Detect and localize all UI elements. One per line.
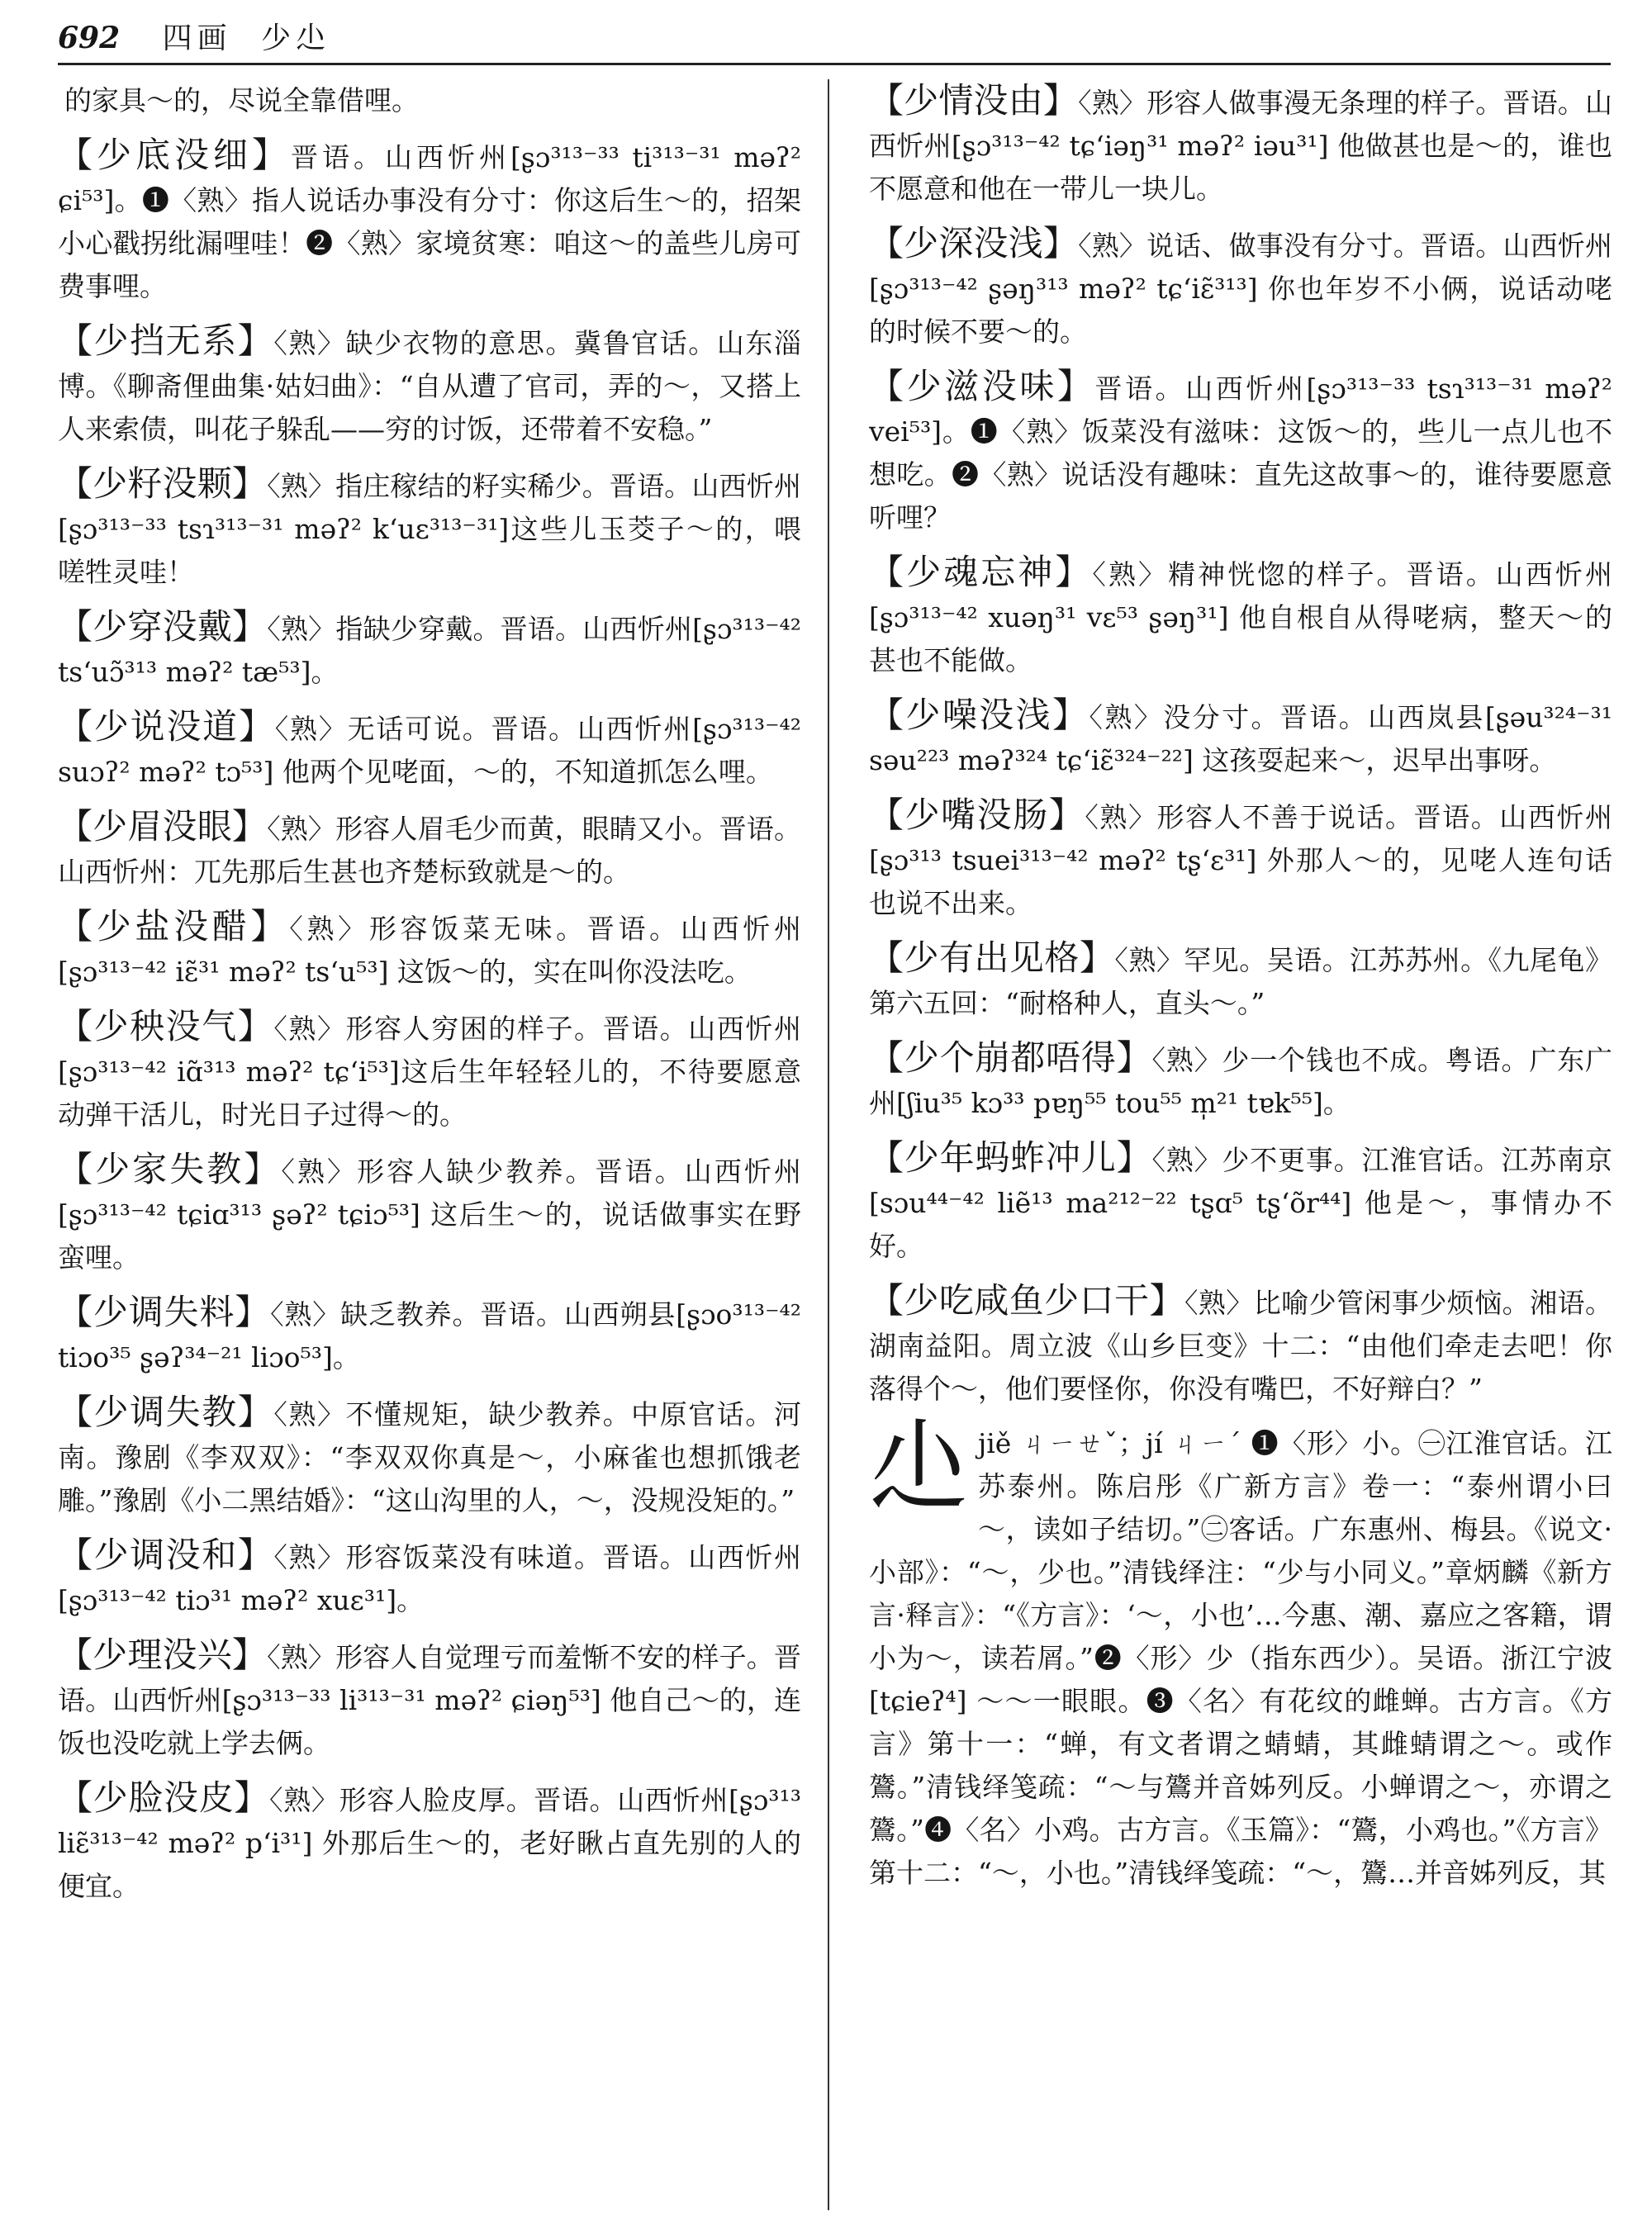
entry-headword: 【少深没浅】 bbox=[869, 223, 1079, 263]
entry-text: 〈熟〉缺少衣物的意思。冀鲁官话。山东淄博。《聊斋俚曲集·姑妇曲》：“自从遭了官司，弄的～，又搭上人来索债，叫花子躲乱——穷的讨饭，还带着不安稳。” bbox=[58, 327, 801, 445]
entry-text: 〈熟〉少不更事。江淮官话。江苏南京[sɔu⁴⁴⁻⁴² liẽ¹³ ma²¹²⁻²² tʂɑ⁵ tʂ‘õr⁴⁴] 他是～，事情办不好。 bbox=[869, 1144, 1612, 1262]
entry-headword: 【少理没兴】 bbox=[58, 1635, 268, 1675]
entry-text: 的家具～的，尽说全靠借哩。 bbox=[64, 84, 419, 116]
entry-headword: 【少眉没眼】 bbox=[58, 806, 268, 847]
dictionary-entry bbox=[869, 222, 1612, 353]
entry-text: 〈熟〉比喻少管闲事少烦恼。湘语。湖南益阳。周立波《山乡巨变》十二：“由他们牵走去吧！你落得个～，他们要怪你，你没有嘴巴，不好辩白？” bbox=[869, 1287, 1612, 1405]
entry-headword: 【少脸没皮】 bbox=[58, 1777, 270, 1818]
right-column bbox=[869, 79, 1612, 2210]
entry-headword: 【少穿没戴】 bbox=[58, 606, 268, 647]
entry-text: 〈熟〉形容饭菜无味。晋语。山西忻州[ʂɔ³¹³⁻⁴² iɛ̃³¹ məʔ² ts‘u⁵³] 这饭～的，实在叫你没法吃。 bbox=[58, 913, 801, 988]
entry-headword: 【少籽没颗】 bbox=[58, 463, 268, 504]
entry-headword: 【少调没和】 bbox=[58, 1535, 274, 1575]
entry-character: 尐 bbox=[869, 1411, 968, 1525]
dictionary-entry bbox=[58, 1291, 801, 1379]
left-column bbox=[58, 79, 801, 2210]
entry-headword: 【少噪没浅】 bbox=[869, 695, 1089, 735]
entry-text: 〈熟〉说话、做事没有分寸。晋语。山西忻州[ʂɔ³¹³⁻⁴² ʂəŋ³¹³ məʔ² tɕ‘iɛ̃³¹³] 你也年岁不小俩，说话动咾的时候不要～的。 bbox=[869, 230, 1612, 348]
dictionary-entry bbox=[58, 320, 801, 451]
dictionary-entry bbox=[58, 1777, 801, 1908]
entry-text: 〈熟〉形容饭菜没有味道。晋语。山西忻州[ʂɔ³¹³⁻⁴² tiɔ³¹ məʔ² xuɛ³¹]。 bbox=[58, 1541, 801, 1616]
dictionary-entry bbox=[869, 694, 1612, 782]
dictionary-entry bbox=[58, 134, 801, 308]
entry-text: 〈熟〉缺乏教养。晋语。山西朔县[ʂɔo³¹³⁻⁴² tiɔo³⁵ ʂəʔ³⁴⁻²¹ liɔo⁵³]。 bbox=[58, 1298, 801, 1374]
entry-text: 晋语。山西忻州[ʂɔ³¹³⁻³³ tsɿ³¹³⁻³¹ məʔ² vei⁵³]。❶〈熟〉饭菜没有滋味：这饭～的，些儿一点儿也不想吃。❷〈熟〉说话没有趣味：直先这故事～的，谁待要愿意听哩？ bbox=[869, 372, 1612, 534]
entry-text: 〈熟〉形容人脸皮厚。晋语。山西忻州[ʂɔ³¹³ liɛ̃³¹³⁻⁴² məʔ² p‘i³¹] 外那后生～的，老好瞅占直先别的人的便宜。 bbox=[58, 1784, 801, 1902]
dictionary-entry bbox=[869, 79, 1612, 211]
entry-headword: 【少嘴没肠】 bbox=[869, 795, 1085, 835]
entry-headword: 【少情没由】 bbox=[869, 80, 1079, 121]
entry-text: 〈熟〉指缺少穿戴。晋语。山西忻州[ʂɔ³¹³⁻⁴² ts‘uɔ̃³¹³ məʔ² tæ⁵³]。 bbox=[58, 613, 801, 688]
entry-headword: 【少家失教】 bbox=[58, 1149, 282, 1189]
dictionary-entry bbox=[58, 463, 801, 594]
entry-text: 〈熟〉精神恍惚的样子。晋语。山西忻州[ʂɔ³¹³⁻⁴² xuəŋ³¹ vɛ⁵³ ʂəŋ³¹] 他自根自从得咾病，整天～的甚也不能做。 bbox=[869, 558, 1612, 676]
entry-text: 〈熟〉指庄稼结的籽实稀少。晋语。山西忻州[ʂɔ³¹³⁻³³ tsɿ³¹³⁻³¹ məʔ² k‘uɛ³¹³⁻³¹]这些儿玉茭子～的，喂嗟牲灵哇！ bbox=[58, 470, 801, 588]
entry-headword: 【少年蚂蚱冲儿】 bbox=[869, 1137, 1152, 1178]
dictionary-entry bbox=[58, 705, 801, 794]
dictionary-entry bbox=[869, 794, 1612, 925]
entry-text: 〈熟〉无话可说。晋语。山西忻州[ʂɔ³¹³⁻⁴² suɔʔ² məʔ² tɔ⁵³] 他两个见咾面，～的，不知道抓怎么哩。 bbox=[58, 713, 801, 788]
entry-headword: 【少底没细】 bbox=[58, 135, 292, 175]
header-rule bbox=[58, 63, 1611, 65]
dictionary-entry bbox=[58, 1391, 801, 1522]
dictionary-entry bbox=[58, 905, 801, 994]
dictionary-entry bbox=[869, 1037, 1612, 1125]
entry-text: 〈熟〉没分寸。晋语。山西岚县[ʂəu³²⁴⁻³¹ səu²²³ məʔ³²⁴ tɕ‘iɛ̃³²⁴⁻²²] 这孩耍起来～，迟早出事呀。 bbox=[869, 701, 1612, 776]
dictionary-entry bbox=[869, 1136, 1612, 1268]
entry-headword: 【少调失教】 bbox=[58, 1392, 274, 1432]
dictionary-entry bbox=[869, 937, 1612, 1025]
entry-text: 〈熟〉少一个钱也不成。粤语。广东广州[ʃiu³⁵ kɔ³³ pɐŋ⁵⁵ tou⁵⁵ m̩²¹ tɐk⁵⁵]。 bbox=[869, 1044, 1612, 1119]
dictionary-entry bbox=[58, 1634, 801, 1765]
entry-headword: 【少滋没味】 bbox=[869, 366, 1095, 406]
dictionary-entry bbox=[869, 365, 1612, 539]
entry-text: 晋语。山西忻州[ʂɔ³¹³⁻³³ ti³¹³⁻³¹ məʔ² ɕi⁵³]。❶〈熟〉指人说话办事没有分寸：你这后生～的，招架小心戳拐纰漏哩哇！❷〈熟〉家境贫寒：咱这～的盖些儿房可费事哩。 bbox=[58, 141, 801, 302]
dictionary-entry bbox=[58, 605, 801, 694]
entry-text: 〈熟〉形容人缺少教养。晋语。山西忻州[ʂɔ³¹³⁻⁴² tɕiɑ³¹³ ʂəʔ² tɕiɔ⁵³] 这后生～的，说话做事实在野蛮哩。 bbox=[58, 1155, 801, 1274]
dictionary-entry bbox=[869, 1279, 1612, 1411]
entry-text: 〈熟〉形容人不善于说话。晋语。山西忻州[ʂɔ³¹³ tsuei³¹³⁻⁴² məʔ² tʂ‘ɛ³¹] 外那人～的，见咾人连句话也说不出来。 bbox=[869, 801, 1612, 919]
entry-text: 〈熟〉形容人做事漫无条理的样子。晋语。山西忻州[ʂɔ³¹³⁻⁴² tɕ‘iəŋ³¹ məʔ² iəu³¹] 他做甚也是～的，谁也不愿意和他在一带儿一块儿。 bbox=[869, 87, 1612, 205]
dictionary-entry bbox=[58, 1148, 801, 1279]
entry-text: 〈熟〉罕见。吴语。江苏苏州。《九尾龟》第六五回：“耐格种人，直头～。” bbox=[869, 944, 1612, 1019]
entry-text: jiě ㄐㄧㄝˇ；jí ㄐㄧˊ ❶〈形〉小。㊀江淮官话。江苏泰州。陈启彤《广新方言》卷一：“泰州谓小曰～，读如子结切。”㊁客话。广东惠州、梅县。《说文·小部》：“～，少也。”清钱绎注：“少与小同义。”章炳麟《新方言·释言》：“《方言》：‘～，小也’…今惠、潮、嘉应之客籍，谓小为～，读若屑。”❷〈形〉少（指东西少）。吴语。浙江宁波[tɕieʔ⁴] ～～一眼眼。❸〈名〉有花纹的雌蝉。古方言。《方言》第十一：“蝉，有文者谓之蜻蜻，其雌蜻谓之～。或作鷟。”清钱绎笺疏：“～与鷟并音姊列反。小蝉谓之～，亦谓之鷟。”❹〈名〉小鸡。古方言。《玉篇》：“鷟，小鸡也。”《方言》第十二：“～，小也。”清钱绎笺疏：“～，鷟…并音姊列反，其 bbox=[869, 1427, 1612, 1889]
dictionary-entry bbox=[58, 1005, 801, 1136]
dictionary-entry bbox=[58, 79, 801, 122]
page-number: 692 bbox=[58, 21, 121, 55]
section-label: 四画 bbox=[162, 21, 232, 55]
entry-text: 〈熟〉形容人穷困的样子。晋语。山西忻州[ʂɔ³¹³⁻⁴² iɑ̃³¹³ məʔ² tɕ‘i⁵³]这后生年轻轻儿的，不待要愿意动弹干活儿，时光日子过得～的。 bbox=[58, 1013, 801, 1131]
entry-text: 〈熟〉不懂规矩，缺少教养。中原官话。河南。豫剧《李双双》：“李双双你真是～，小麻雀也想抓饿老雕。”豫剧《小二黑结婚》：“这山沟里的人，～，没规没矩的。” bbox=[58, 1398, 801, 1516]
column-divider bbox=[828, 79, 829, 2210]
dictionary-entry bbox=[58, 805, 801, 894]
header-characters: 少尐 bbox=[261, 21, 331, 55]
entry-headword: 【少挡无系】 bbox=[58, 320, 274, 361]
entry-headword: 【少有出见格】 bbox=[869, 937, 1115, 978]
entry-headword: 【少盐没醋】 bbox=[58, 906, 290, 947]
dictionary-entry bbox=[58, 1534, 801, 1622]
entry-headword: 【少个崩都唔得】 bbox=[869, 1037, 1152, 1078]
entry-headword: 【少吃咸鱼少口干】 bbox=[869, 1280, 1184, 1321]
page-header bbox=[58, 18, 1611, 58]
character-entry bbox=[869, 1411, 1612, 1895]
entry-headword: 【少秧没气】 bbox=[58, 1006, 274, 1046]
entry-text: 〈熟〉形容人眉毛少而黄，眼睛又小。晋语。山西忻州：兀先那后生甚也齐楚标致就是～的。 bbox=[58, 813, 801, 888]
entry-headword: 【少调失料】 bbox=[58, 1292, 271, 1332]
entry-headword: 【少说没道】 bbox=[58, 706, 275, 747]
dictionary-entry bbox=[869, 551, 1612, 682]
entry-headword: 【少魂忘神】 bbox=[869, 552, 1093, 592]
entry-text: 〈熟〉形容人自觉理亏而羞惭不安的样子。晋语。山西忻州[ʂɔ³¹³⁻³³ li³¹³⁻³¹ məʔ² ɕiəŋ⁵³] 他自己～的，连饭也没吃就上学去俩。 bbox=[58, 1641, 801, 1759]
